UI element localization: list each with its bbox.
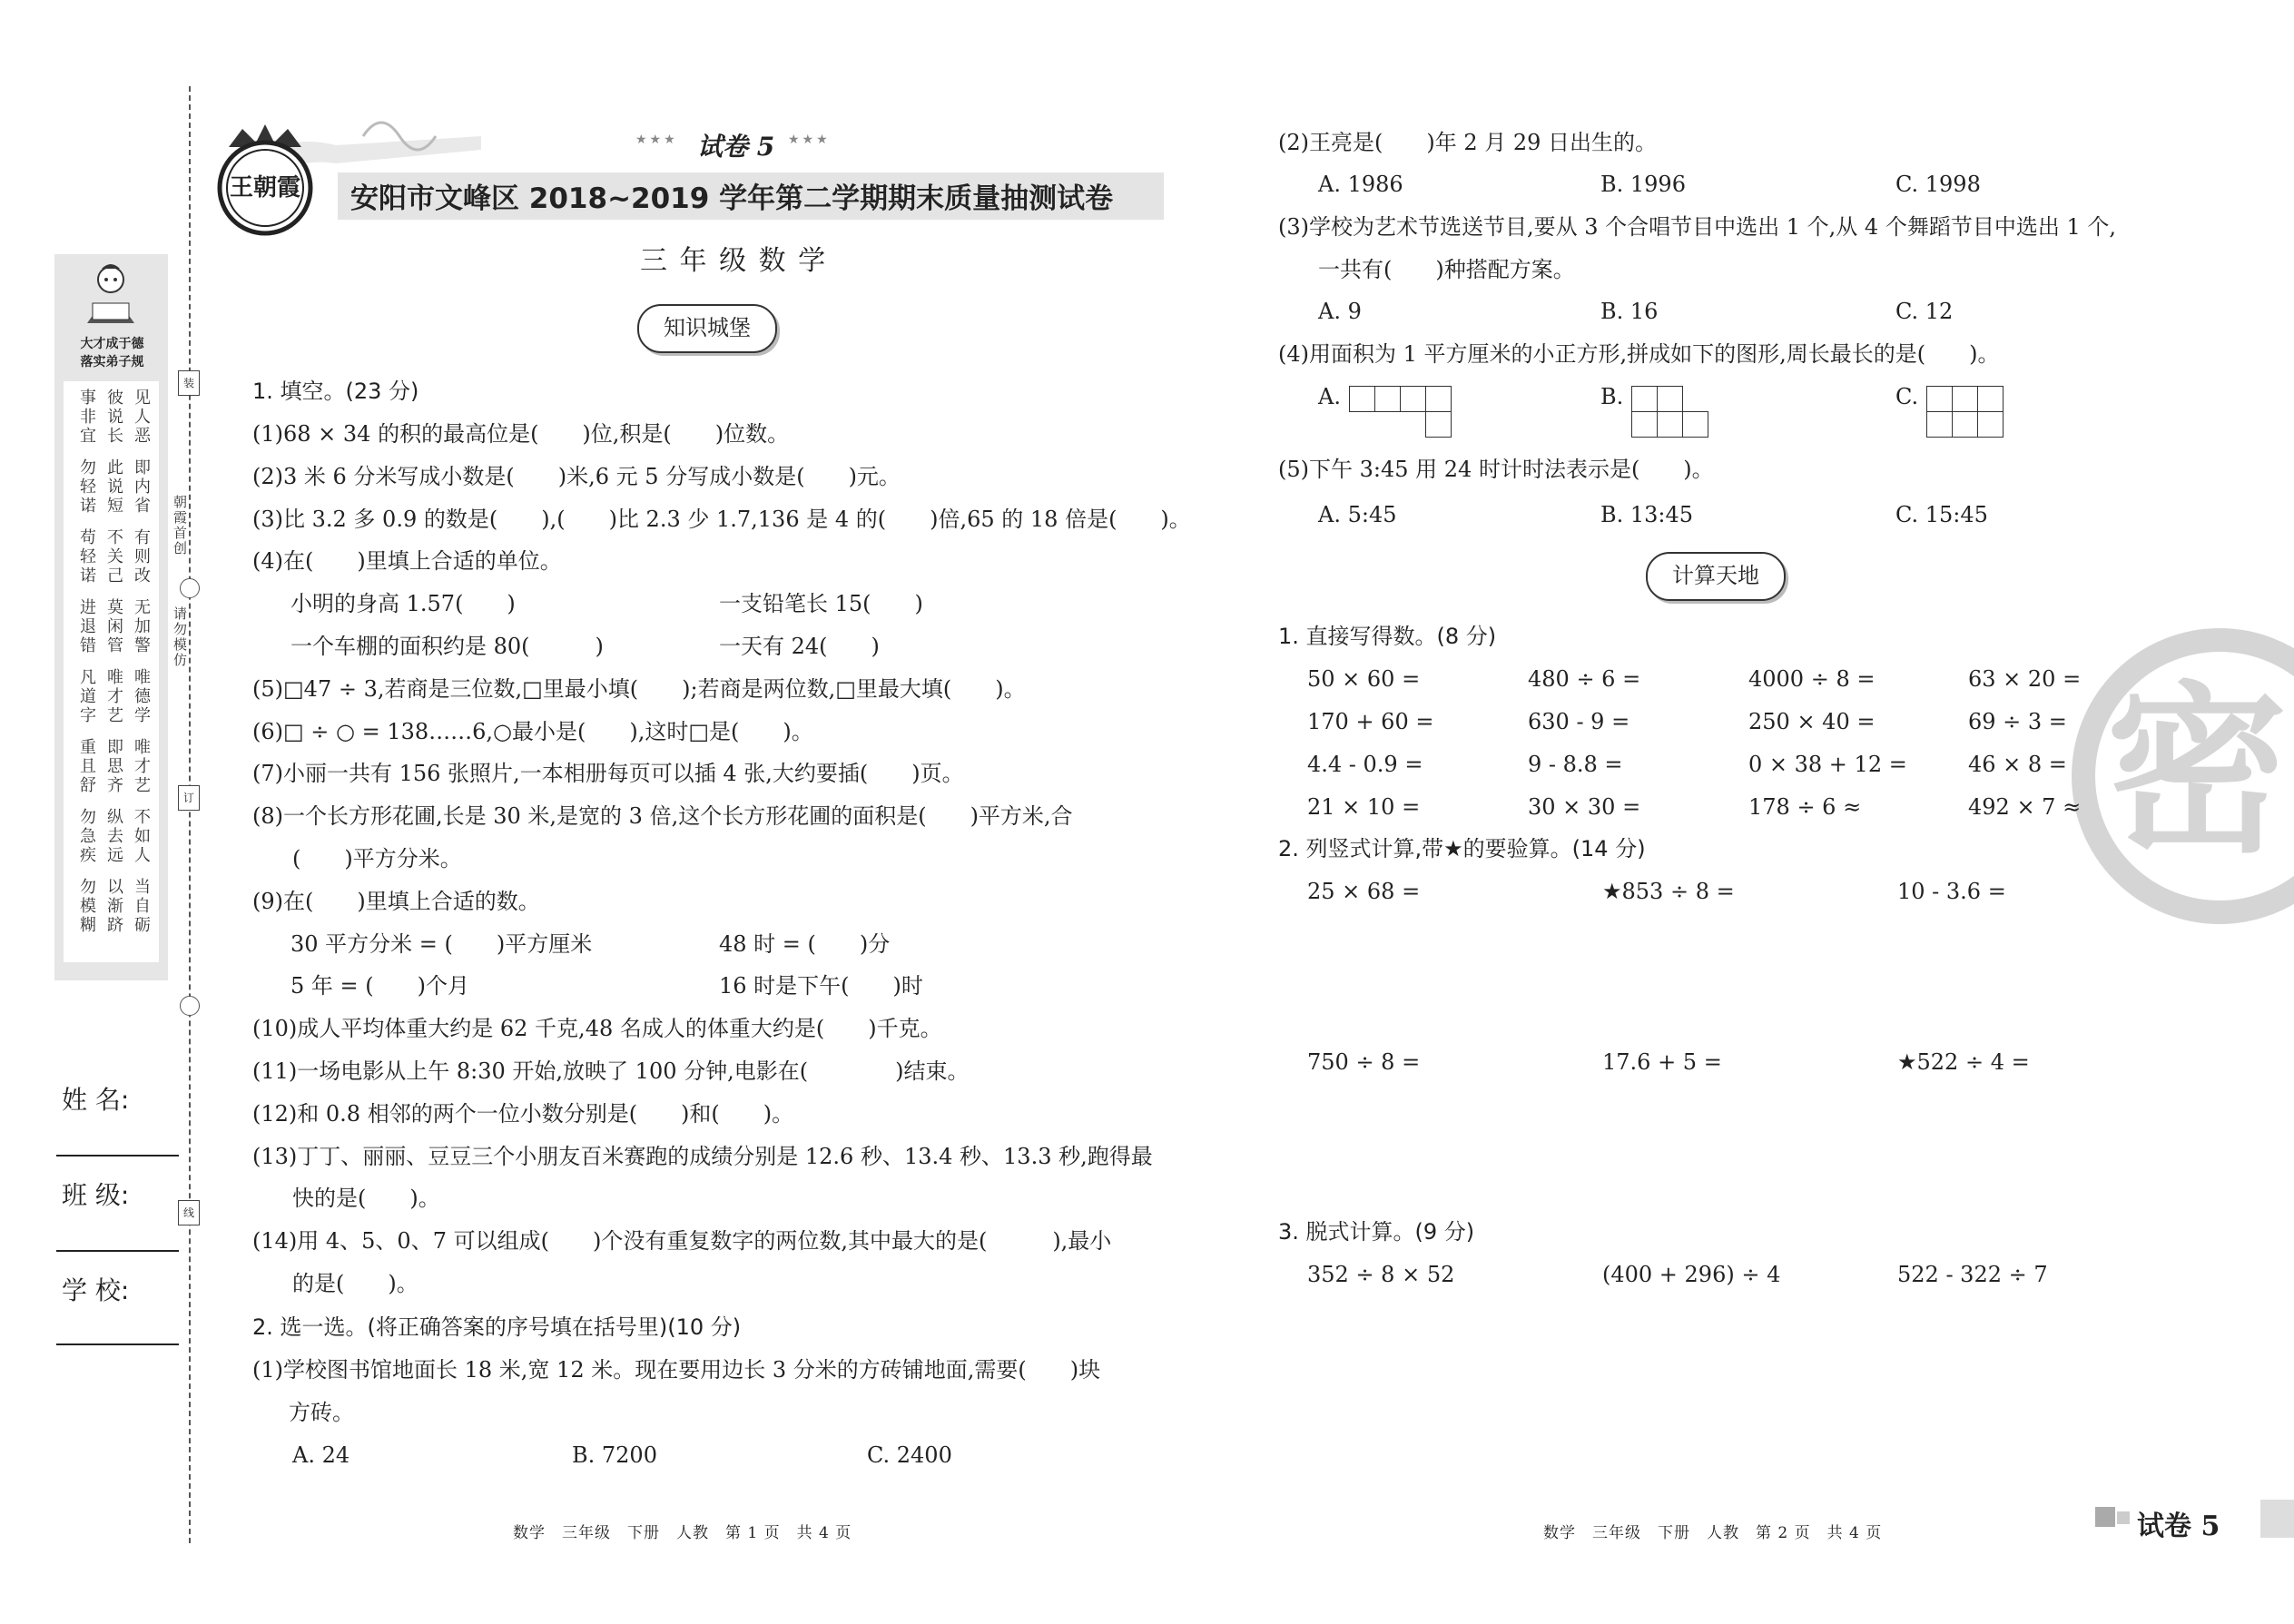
c1-item: 9 - 8.8 = [1528,752,1623,777]
scholar-illustration-icon [74,260,147,332]
motto-column: 勿急疾 [77,808,96,865]
copyright-text: 朝霞首创 [172,495,188,556]
q1-question: (3)比 3.2 多 0.9 的数是( ),( )比 2.3 少 1.7,136 是 4 的( )倍,65 的 18 倍是( )。 [252,506,1191,532]
q1-question-cont: 的是( )。 [292,1271,418,1296]
c1-item: 250 × 40 = [1748,709,1876,734]
motto-column: 即思齐 [104,738,123,795]
motto-column: 纵去远 [104,808,123,865]
q1-question: (4)在( )里填上合适的单位。 [252,548,562,575]
q1-question: (7)小丽一共有 156 张照片,一本相册每页可以插 4 张,大约要插( )页。 [252,761,964,787]
c1-item: 4.4 - 0.9 = [1307,752,1423,777]
q1-question: (14)用 4、5、0、7 可以组成( )个没有重复数字的两位数,其中最大的是( ),最小 [252,1228,1112,1255]
c1-item: 4000 ÷ 8 = [1748,666,1876,692]
q1-subitem: 小明的身高 1.57( ) [290,591,516,617]
motto-column: 事非宜 [77,389,96,446]
name-line[interactable] [56,1155,179,1156]
motto-column: 莫闲管 [104,598,123,655]
series-stars-left: ★★★ [635,133,678,147]
motto-title-1: 大才成于德 [80,337,144,351]
motto-column: 重且舒 [77,738,96,795]
q1-title: 1. 填空。(23 分) [252,379,419,404]
q1-question: (8)一个长方形花圃,长是 30 米,是宽的 3 倍,这个长方形花圃的面积是( )平方米,合 [252,803,1073,830]
motto-column: 凡道字 [77,668,96,725]
c2-item: 17.6 + 5 = [1602,1049,1722,1075]
motto-column: 进退错 [77,598,96,655]
footer-right: 数学 三年级 下册 人教 第 2 页 共 4 页 [1543,1524,1883,1542]
q2-5-option-a[interactable]: A. 5:45 [1318,502,1397,527]
q1-subitem: 5 年 = ( )个月 [290,973,469,999]
motto-column: 彼说长 [104,389,123,446]
c2-item: ★853 ÷ 8 = [1602,879,1735,904]
q2-2-option-b[interactable]: B. 1996 [1600,172,1686,197]
c1-title: 1. 直接写得数。(8 分) [1278,624,1497,649]
q2-1-option-b[interactable]: B. 7200 [572,1442,657,1468]
motto-column: 不关己 [104,528,123,586]
motto-title-2: 落实弟子规 [80,355,144,369]
c1-item: 178 ÷ 6 ≈ [1748,794,1862,820]
c1-item: 170 + 60 = [1307,709,1434,734]
q1-question: (10)成人平均体重大约是 62 千克,48 名成人的体重大约是( )千克。 [252,1016,942,1042]
footer-left: 数学 三年级 下册 人教 第 1 页 共 4 页 [513,1524,852,1542]
q1-question-cont: 快的是( )。 [292,1186,440,1212]
footer-tag-bar [2260,1500,2294,1538]
q2-1-question: (1)学校图书馆地面长 18 米,宽 12 米。现在要用边长 3 分米的方砖铺地面,需要( )块 [252,1357,1101,1383]
q1-question: (6)□ ÷ ○ = 138……6,○最小是( ),这时□是( )。 [252,718,813,744]
q2-1-option-a[interactable]: A. 24 [292,1442,350,1468]
motto-column: 见人恶 [132,389,151,446]
motto-column: 无加警 [132,598,151,655]
class-line[interactable] [56,1250,179,1252]
c1-item: 69 ÷ 3 = [1968,709,2067,734]
q1-question: (11)一场电影从上午 8:30 开始,放映了 100 分钟,电影在( )结束。 [252,1058,970,1084]
exam-subtitle: 三 年 级 数 学 [640,245,828,277]
section-knowledge-castle: 知识城堡 [637,304,777,353]
c1-item: 630 - 9 = [1528,709,1630,734]
q1-question: (12)和 0.8 相邻的两个一位小数分别是( )和( )。 [252,1100,794,1127]
motto-column: 当自砺 [132,878,151,935]
motto-column: 勿轻诺 [77,458,96,516]
motto-column: 有则改 [132,528,151,586]
q2-5-option-b[interactable]: B. 13:45 [1600,502,1694,527]
motto-column: 不如人 [132,808,151,865]
q2-3-cont: 一共有( )种搭配方案。 [1318,257,1575,282]
copyright-warning: 请勿模仿 [172,606,188,668]
q2-3-question: (3)学校为艺术节选送节目,要从 3 个合唱节目中选出 1 个,从 4 个舞蹈节目中选出 1 个, [1278,214,2116,240]
c1-item: 63 × 20 = [1968,666,2082,692]
footer-tag-decor-icon [2095,1507,2115,1527]
q2-4-option-c[interactable]: C. [1895,384,1919,409]
q2-3-option-b[interactable]: B. 16 [1600,299,1659,324]
footer-tag: 试卷 5 [2137,1511,2220,1542]
q2-1-cont: 方砖。 [289,1400,354,1425]
q2-2-option-c[interactable]: C. 1998 [1895,172,1981,197]
motto-column: 唯德学 [132,668,151,725]
motto-column: 唯才艺 [132,738,151,795]
binding-cut-line [189,86,191,1543]
q1-subitem: 48 时 = ( )分 [719,930,891,957]
c1-item: 0 × 38 + 12 = [1748,752,1907,777]
c3-title: 3. 脱式计算。(9 分) [1278,1219,1475,1245]
c2-item: 750 ÷ 8 = [1307,1049,1421,1075]
q1-question: (1)68 × 34 的积的最高位是( )位,积是( )位数。 [252,421,790,447]
q2-2-question: (2)王亮是( )年 2 月 29 日出生的。 [1278,130,1658,155]
motto-column: 以渐跻 [104,878,123,935]
motto-column: 苟轻诺 [77,528,96,586]
series-label: 试卷 5 [697,132,775,162]
q2-2-option-a[interactable]: A. 1986 [1318,172,1403,197]
q1-subitem: 一支铅笔长 15( ) [719,591,923,617]
logo-text: 王朝霞 [229,174,300,202]
motto-column: 勿模糊 [77,878,96,935]
q2-4-question: (4)用面积为 1 平方厘米的小正方形,拼成如下的图形,周长最长的是( )。 [1278,341,2000,367]
c3-item: 522 - 322 ÷ 7 [1897,1262,2048,1287]
binding-label-xian: 线 [178,1200,200,1225]
c1-item: 30 × 30 = [1528,794,1641,820]
c1-item: 492 × 7 ≈ [1968,794,2082,820]
q1-question-cont: ( )平方分米。 [292,846,462,871]
q1-question: (5)□47 ÷ 3,若商是三位数,□里最小填( );若商是两位数,□里最大填( )。 [252,675,1026,702]
footer-tag-decor-icon [2117,1511,2130,1524]
q2-4-option-a[interactable]: A. [1318,384,1341,409]
c1-item: 21 × 10 = [1307,794,1421,820]
q2-title: 2. 选一选。(将正确答案的序号填在括号里)(10 分) [252,1314,742,1340]
name-label: 姓 名: [62,1085,130,1115]
q2-3-option-a[interactable]: A. 9 [1318,299,1362,324]
c2-title: 2. 列竖式计算,带★的要验算。(14 分) [1278,836,1646,861]
school-line[interactable] [56,1343,179,1345]
exam-title: 安阳市文峰区 2018~2019 学年第二学期期末质量抽测试卷 [350,182,1114,215]
binding-hole-icon [180,996,200,1016]
motto-column: 此说短 [104,458,123,516]
q2-1-option-c[interactable]: C. 2400 [867,1442,952,1468]
c2-item: ★522 ÷ 4 = [1897,1049,2030,1075]
motto-column: 唯才艺 [104,668,123,725]
c3-item: (400 + 296) ÷ 4 [1602,1262,1781,1287]
c1-item: 480 ÷ 6 = [1528,666,1641,692]
c1-item: 46 × 8 = [1968,752,2067,777]
binding-label-zhuang: 装 [178,370,200,396]
q2-5-option-c[interactable]: C. 15:45 [1895,502,1988,527]
q2-4-option-b[interactable]: B. [1600,384,1624,409]
class-label: 班 级: [62,1180,130,1210]
q2-3-option-c[interactable]: C. 12 [1895,299,1954,324]
series-stars-right: ★★★ [788,133,831,147]
stamp-character: 密 [2106,664,2289,878]
binding-label-ding: 订 [178,785,200,811]
q1-subitem: 16 时是下午( )时 [719,973,923,999]
c2-item: 10 - 3.6 = [1897,879,2006,904]
c1-item: 50 × 60 = [1307,666,1421,692]
q1-question: (2)3 米 6 分米写成小数是( )米,6 元 5 分写成小数是( )元。 [252,463,901,489]
motto-column: 即内省 [132,458,151,516]
q1-subitem: 30 平方分米 = ( )平方厘米 [290,930,593,957]
school-label: 学 校: [62,1275,130,1305]
q1-subitem: 一个车棚的面积约是 80( ) [290,634,604,659]
section-calculation-world: 计算天地 [1646,552,1786,601]
q1-subitem: 一天有 24( ) [719,634,880,659]
q1-question: (13)丁丁、丽丽、豆豆三个小朋友百米赛跑的成绩分别是 12.6 秒、13.4 秒、13.3 秒,跑得最 [252,1143,1153,1169]
q1-question: (9)在( )里填上合适的数。 [252,888,540,914]
q2-5-question: (5)下午 3:45 用 24 时计时法表示是( )。 [1278,457,1714,482]
binding-hole-icon [180,578,200,598]
c2-item: 25 × 68 = [1307,879,1421,904]
c3-item: 352 ÷ 8 × 52 [1307,1262,1455,1287]
